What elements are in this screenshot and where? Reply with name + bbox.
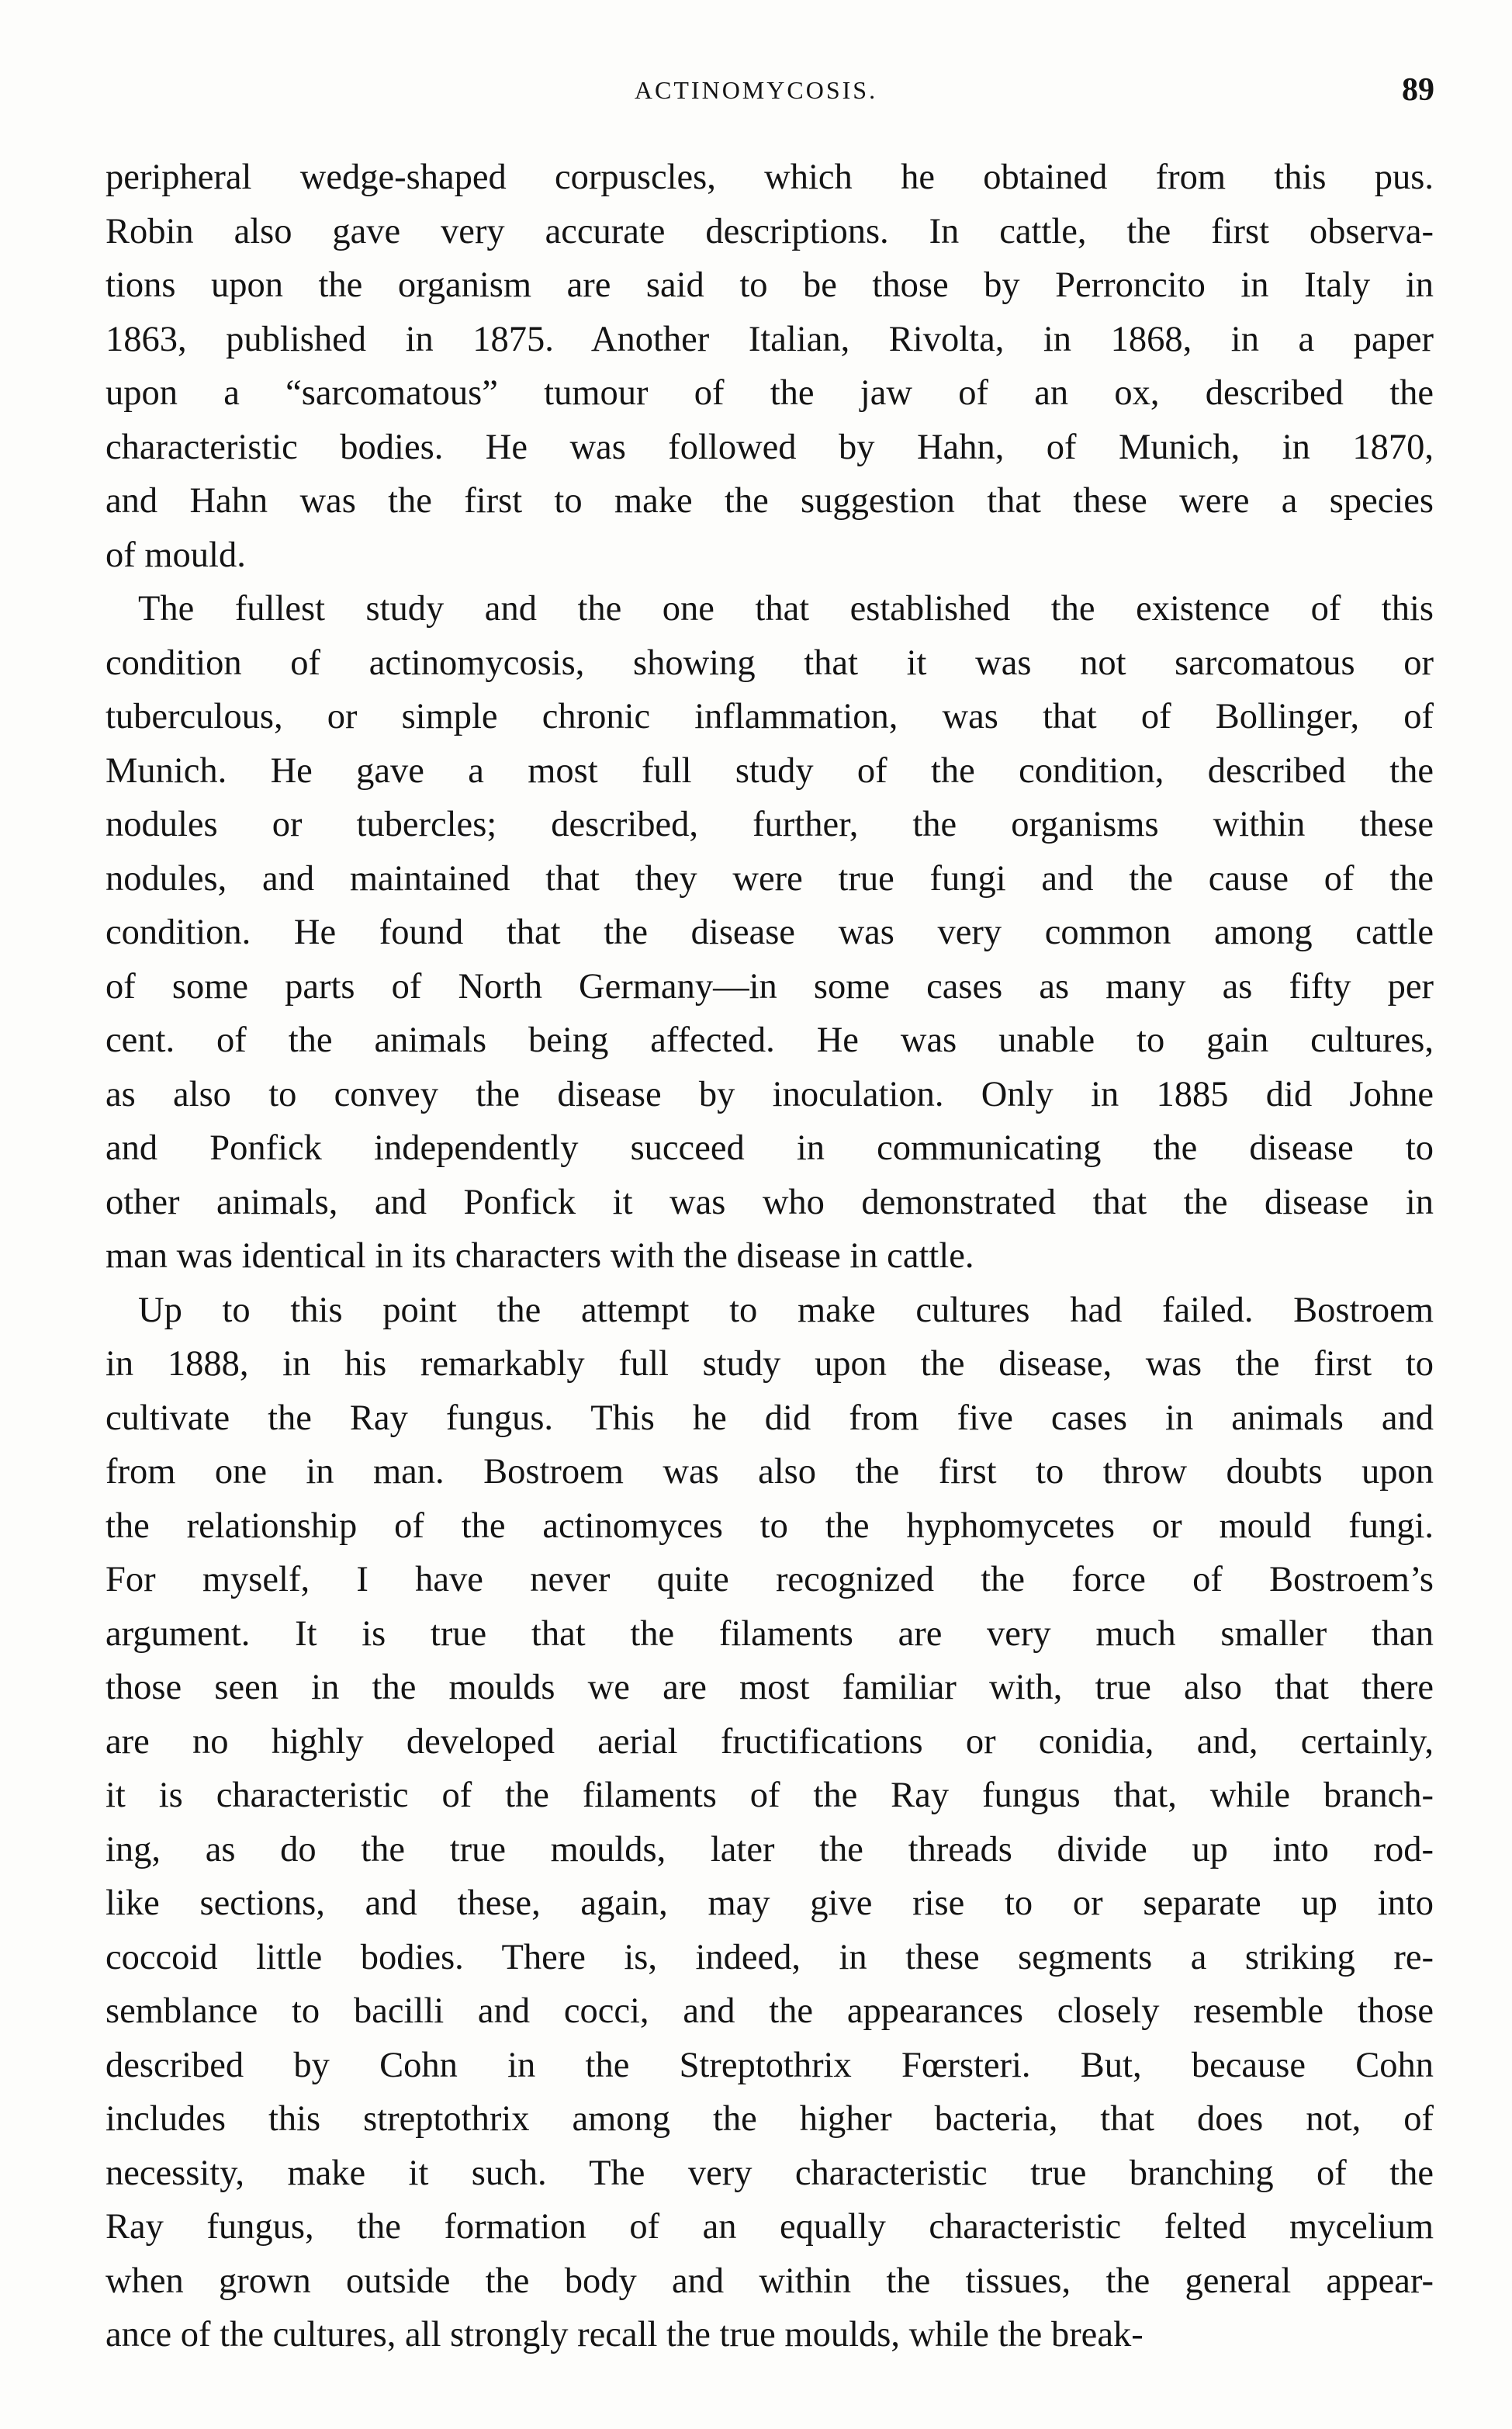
- text-line: Up to this point the attempt to make cultures had failed. Bostroem: [138, 1290, 1434, 1330]
- running-head: [0, 67, 1512, 113]
- text-line: condition of actinomycosis, showing that it was not sarcomatous or: [106, 643, 1434, 683]
- text-line: cent. of the animals being affected. He was unable to gain cultures,: [106, 1020, 1434, 1060]
- running-title: ACTINOMYCOSIS.: [634, 76, 878, 104]
- text-line: For myself, I have never quite recognized the force of Bostroem’s: [106, 1560, 1434, 1599]
- text-line: cultivate the Ray fungus. This he did from five cases in animals and: [106, 1398, 1434, 1438]
- text-line: nodules, and maintained that they were true fungi and the cause of the: [106, 858, 1434, 899]
- text-line: semblance to bacilli and cocci, and the appearances closely resemble those: [106, 1991, 1434, 2031]
- text-line: other animals, and Ponfick it was who demonstrated that the disease in: [106, 1182, 1434, 1222]
- text-line: coccoid little bodies. There is, indeed, in these segments a striking re-: [106, 1937, 1434, 1977]
- text-line: nodules or tubercles; described, further, the organisms within these: [106, 805, 1434, 844]
- body-text: [106, 151, 1434, 2362]
- text-line: in 1888, in his remarkably full study upon the disease, was the first to: [106, 1344, 1434, 1384]
- text-line: ance of the cultures, all strongly recall the true moulds, while the break-: [106, 2315, 1144, 2355]
- text-line: man was identical in its characters with the disease in cattle.: [106, 1236, 974, 1276]
- text-line: tuberculous, or simple chronic inflammation, was that of Bollinger, of: [106, 697, 1434, 736]
- text-line: upon a “sarcomatous” tumour of the jaw of an ox, described the: [106, 373, 1434, 413]
- text-line: Munich. He gave a most full study of the condition, described the: [106, 750, 1434, 791]
- text-line: ing, as do the true moulds, later the threads divide up into rod-: [106, 1829, 1434, 1869]
- text-line: of mould.: [106, 535, 246, 575]
- text-line: peripheral wedge-shaped corpuscles, which he obtained from this pus.: [106, 158, 1434, 197]
- text-line: argument. It is true that the filaments are very much smaller than: [106, 1613, 1434, 1654]
- text-line: Robin also gave very accurate descriptions. In cattle, the first observa-: [106, 211, 1434, 251]
- paragraph: [106, 1284, 1434, 2362]
- text-line: condition. He found that the disease was very common among cattle: [106, 913, 1434, 952]
- text-line: those seen in the moulds we are most familiar with, true also that there: [106, 1668, 1434, 1707]
- text-line: from one in man. Bostroem was also the first to throw doubts upon: [106, 1452, 1434, 1492]
- text-line: 1863, published in 1875. Another Italian, Rivolta, in 1868, in a paper: [106, 319, 1434, 359]
- text-line: tions upon the organism are said to be those by Perroncito in Italy in: [106, 265, 1434, 305]
- text-line: are no highly developed aerial fructifications or conidia, and, certainly,: [106, 1721, 1434, 1762]
- text-line: and Hahn was the first to make the suggestion that these were a species: [106, 481, 1434, 521]
- text-line: characteristic bodies. He was followed by Hahn, of Munich, in 1870,: [106, 427, 1434, 467]
- text-line: necessity, make it such. The very characteristic true branching of the: [106, 2153, 1434, 2193]
- text-line: The fullest study and the one that established the existence of this: [138, 589, 1434, 629]
- text-line: like sections, and these, again, may give rise to or separate up into: [106, 1883, 1434, 1923]
- text-line: of some parts of North Germany—in some cases as many as fifty per: [106, 966, 1434, 1007]
- text-line: Ray fungus, the formation of an equally characteristic felted mycelium: [106, 2207, 1434, 2247]
- text-line: includes this streptothrix among the higher bacteria, that does not, of: [106, 2099, 1434, 2139]
- text-line: it is characteristic of the filaments of the Ray fungus that, while branch-: [106, 1776, 1434, 1815]
- text-line: as also to convey the disease by inoculation. Only in 1885 did Johne: [106, 1074, 1434, 1114]
- page-number: 89: [1402, 72, 1434, 108]
- text-line: and Ponfick independently succeed in communicating the disease to: [106, 1128, 1434, 1168]
- paragraph: [106, 582, 1434, 1284]
- text-line: when grown outside the body and within the tissues, the general appear-: [106, 2261, 1434, 2301]
- text-line: the relationship of the actinomyces to the hyphomycetes or mould fungi.: [106, 1506, 1434, 1546]
- text-line: described by Cohn in the Streptothrix Fœrsteri. But, because Cohn: [106, 2045, 1434, 2085]
- paragraph: [106, 151, 1434, 582]
